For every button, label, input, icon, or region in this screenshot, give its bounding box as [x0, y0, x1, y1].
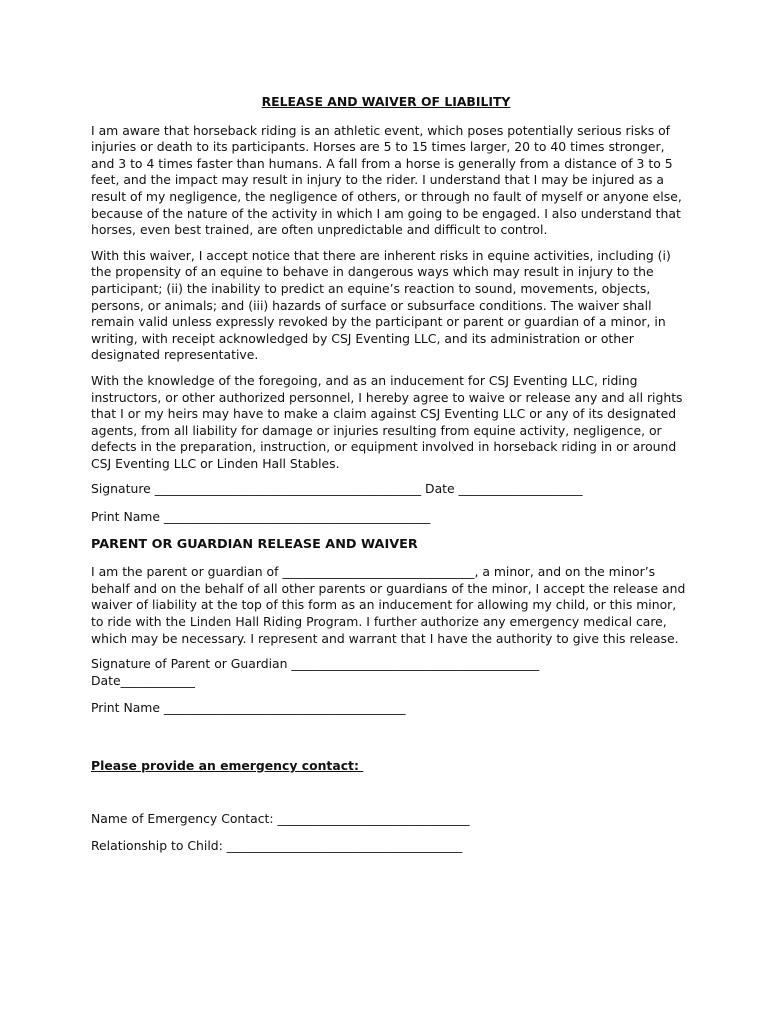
- emergency-contact-relationship-line: Relationship to Child: ______________________________________: [91, 838, 463, 854]
- risk-paragraph: I am aware that horseback riding is an athletic event, which poses potentially serious risks of injuries or death to its participants. Horses are 5 to 15 times larger, 20 to 40 times stronger, and 3 to 4 times faster than humans. A fall from a horse is generally from a distance of 3 to 5 feet, and the impact may result in injury to the rider. I understand that I may be injured as a result of my negligence, the negligence of others, or through no fault of myself or anyone else, because of the nature of the activity in which I am going to be engaged. I also understand that horses, even best trained, are often unpredictable and difficult to control.: [91, 122, 682, 238]
- emergency-contact-heading: Please provide an emergency contact:: [91, 758, 364, 773]
- release-paragraph: With the knowledge of the foregoing, and as an inducement for CSJ Eventing LLC, riding instructors, or other authorized personnel, I hereby agree to waive or release any and all rights that I or my heirs may have to make a claim against CSJ Eventing LLC or any of its designated agents, from all liability for damage or injuries resulting from equine activity, negligence, or defects in the preparation, instruction, or equipment involved in horseback riding in or around CSJ Eventing LLC or Linden Hall Stables.: [91, 372, 683, 471]
- parent-signature-line: Signature of Parent or Guardian ________________________________________: [91, 656, 540, 672]
- parent-paragraph: I am the parent or guardian of _______________________________, a minor, and on the minor’s behalf and on the behalf of all other parents or guardians of the minor, I accept the release and waiver of liability at the top of this form as an inducement for allowing my child, or this minor, to ride with the Linden Hall Riding Program. I further authorize any emergency medical care, which may be necessary. I represent and warrant that I have the authority to give this release.: [91, 564, 686, 646]
- parent-section-heading: PARENT OR GUARDIAN RELEASE AND WAIVER: [91, 536, 418, 552]
- signature-date-line: Signature ___________________________________________ Date ____________________: [91, 481, 583, 497]
- document-title: RELEASE AND WAIVER OF LIABILITY: [261, 94, 511, 109]
- print-name-line: Print Name ___________________________________________: [91, 509, 431, 525]
- waiver-notice-paragraph: With this waiver, I accept notice that there are inherent risks in equine activities, including (i) the propensity of an equine to behave in dangerous ways which may result in injury to the participant; (ii) the inability to predict an equine’s reaction to sound, movements, objects, persons, or animals; and (iii) hazards of surface or subsurface conditions. The waiver shall remain valid unless expressly revoked by the participant or parent or guardian of a minor, in writing, with receipt acknowledged by CSJ Eventing LLC, and its administration or other designated representative.: [91, 247, 671, 363]
- parent-date-line: Date____________: [91, 672, 195, 688]
- parent-print-name-line: Print Name _______________________________________: [91, 700, 406, 716]
- document-body: [91, 94, 691, 866]
- emergency-contact-name-line: Name of Emergency Contact: _______________________________: [91, 810, 470, 826]
